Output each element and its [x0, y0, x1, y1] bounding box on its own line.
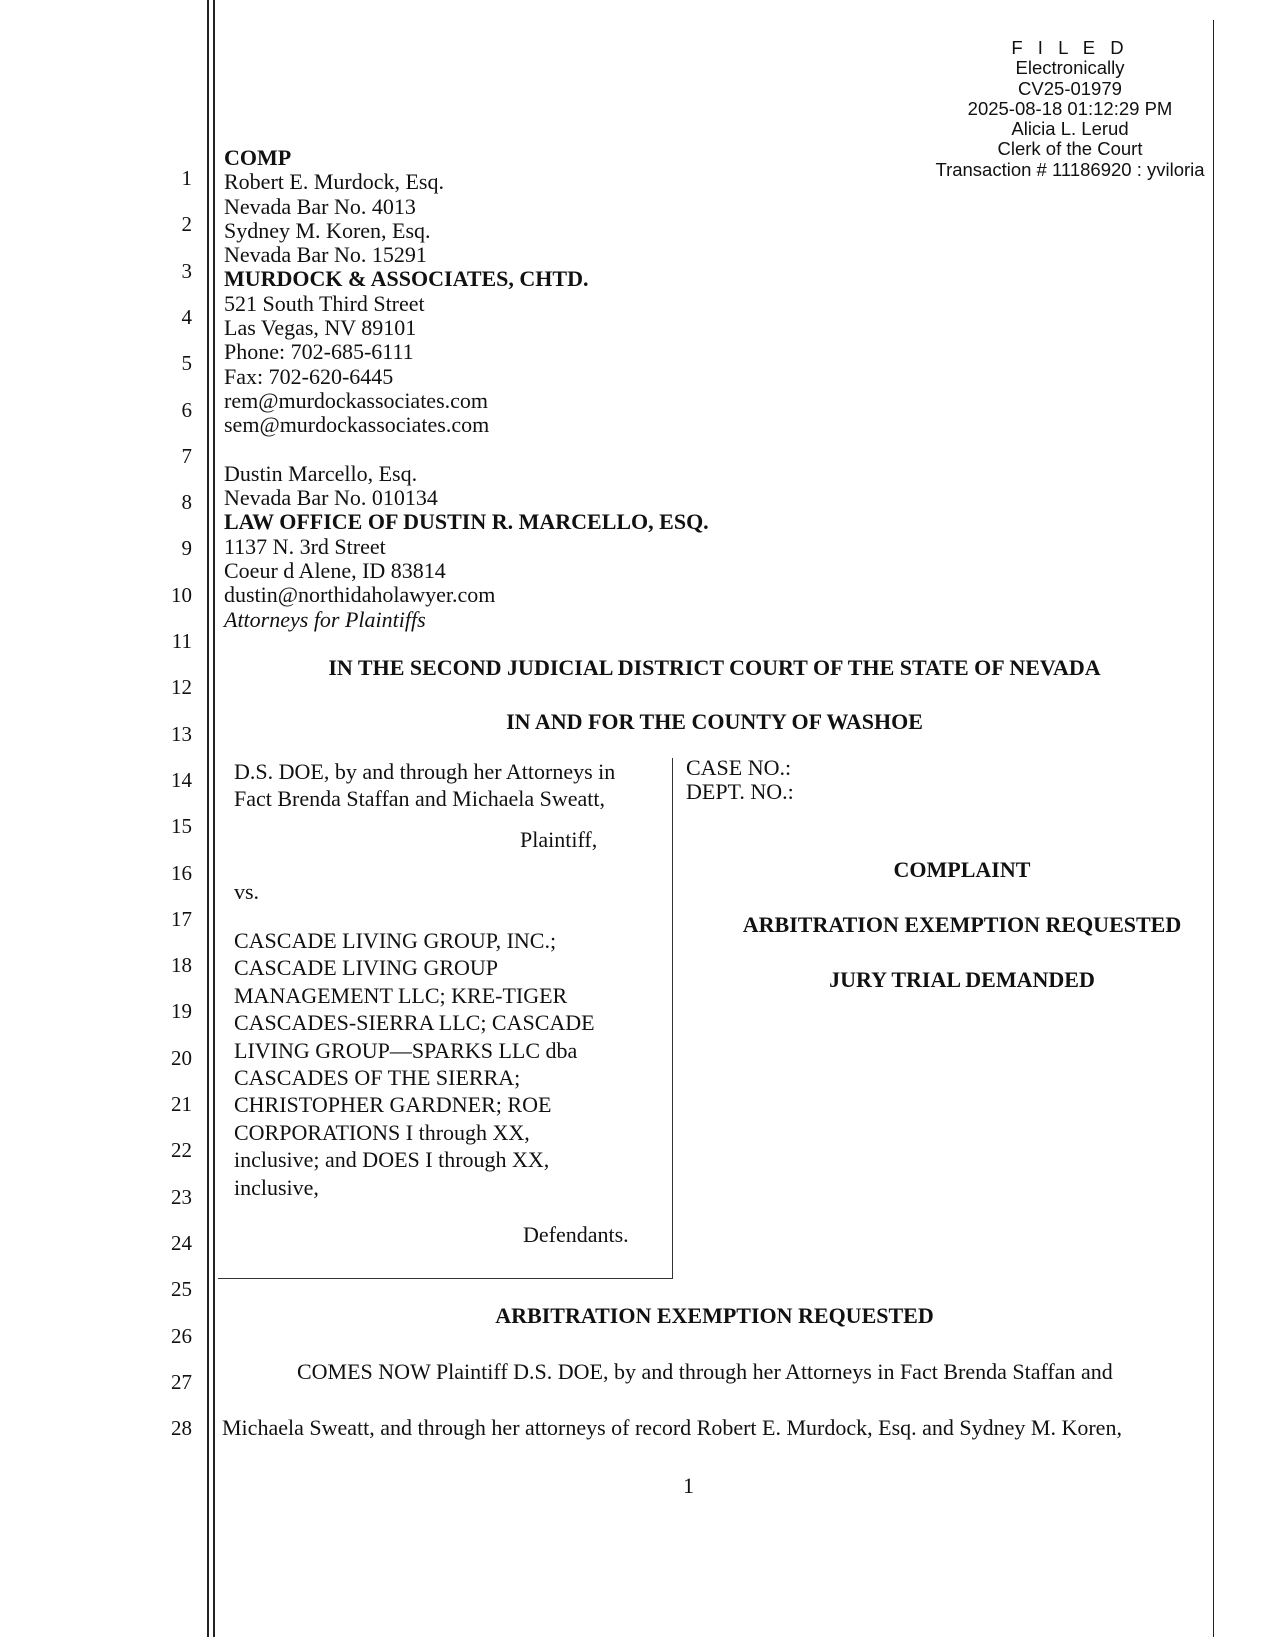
line-number: 22: [171, 1138, 192, 1163]
bar-number: Nevada Bar No. 010134: [224, 485, 438, 511]
city: Coeur d Alene, ID 83814: [224, 558, 446, 584]
line-number: 12: [171, 675, 192, 700]
stamp-line: Clerk of the Court: [997, 138, 1143, 160]
line-number: 21: [171, 1092, 192, 1116]
address: 521 South Third Street: [224, 290, 425, 316]
attorney-header: [224, 146, 709, 632]
defendant-line: CASCADE LIVING GROUP: [234, 955, 499, 981]
body-text-line: COMES NOW Plaintiff D.S. DOE, by and through her Attorneys in Fact Brenda Staffan and: [297, 1359, 1113, 1384]
line-number: 20: [171, 1045, 192, 1070]
defendant-label: Defendants.: [523, 1222, 629, 1247]
versus: vs.: [234, 879, 260, 904]
attorney-name: Robert E. Murdock, Esq.: [224, 169, 444, 195]
caption-bottom-rule: [218, 1278, 673, 1279]
email: dustin@northidaholawyer.com: [224, 582, 496, 608]
defendant-line: CASCADE LIVING GROUP, INC.;: [234, 928, 557, 953]
line-number: 6: [181, 397, 192, 422]
margin-rule-left-outer: [207, 0, 209, 1637]
attorney-role: Attorneys for Plaintiffs: [224, 606, 426, 632]
defendant-line: MANAGEMENT LLC; KRE-TIGER: [234, 982, 568, 1008]
stamp-line: F I L E D: [1011, 37, 1129, 58]
defendant-line: CASCADES OF THE SIERRA;: [234, 1064, 521, 1090]
arbitration-notice: ARBITRATION EXEMPTION REQUESTED: [742, 912, 1182, 937]
filed-stamp: [900, 38, 1240, 180]
defendant-block: [234, 927, 595, 1201]
address: 1137 N. 3rd Street: [224, 533, 386, 559]
document-title: COMPLAINT: [893, 857, 1031, 882]
line-number: 17: [171, 906, 192, 931]
city: Las Vegas, NV 89101: [224, 315, 417, 341]
line-number: 7: [181, 443, 192, 468]
line-number: 4: [181, 304, 192, 329]
section-heading: ARBITRATION EXEMPTION REQUESTED: [495, 1303, 934, 1328]
defendant-line: LIVING GROUP—SPARKS LLC dba: [234, 1037, 578, 1063]
defendant-line: inclusive; and DOES I through XX,: [234, 1147, 550, 1173]
line-number: 3: [181, 258, 192, 283]
line-number: 13: [171, 721, 192, 746]
line-number: 23: [171, 1184, 192, 1209]
plaintiff-label: Plaintiff,: [520, 827, 598, 852]
attorney-name: Sydney M. Koren, Esq.: [224, 217, 431, 243]
line-number: 10: [171, 582, 192, 607]
plaintiff-line: Fact Brenda Staffan and Michaela Sweatt,: [234, 786, 606, 812]
line-number: 19: [171, 999, 192, 1024]
jury-demand: JURY TRIAL DEMANDED: [829, 967, 1095, 992]
bar-number: Nevada Bar No. 4013: [224, 193, 416, 219]
line-number: 26: [171, 1323, 192, 1348]
line-number: 16: [171, 860, 192, 885]
line-number: 15: [171, 814, 192, 839]
court-county: IN AND FOR THE COUNTY OF WASHOE: [506, 709, 923, 734]
email: sem@murdockassociates.com: [224, 412, 490, 438]
margin-rule-right: [1213, 20, 1214, 1637]
stamp-line: Electronically: [1015, 57, 1125, 79]
page-number: 1: [683, 1473, 694, 1498]
defendant-line: CHRISTOPHER GARDNER; ROE: [234, 1092, 552, 1118]
line-number: 5: [181, 351, 192, 376]
line-number: 2: [181, 212, 192, 237]
body-text-line: Michaela Sweatt, and through her attorneys of record Robert E. Murdock, Esq. and Sydney M. Koren,: [222, 1415, 1122, 1440]
line-number: 28: [171, 1416, 192, 1441]
plaintiff-line: D.S. DOE, by and through her Attorneys in: [234, 759, 616, 784]
line-number: 25: [171, 1277, 192, 1302]
line-number: 1: [181, 166, 192, 190]
plaintiff-block: [234, 758, 615, 813]
bar-number: Nevada Bar No. 15291: [224, 242, 427, 268]
line-number: 11: [171, 629, 192, 653]
fax: Fax: 702-620-6445: [224, 363, 394, 389]
firm-name: MURDOCK & ASSOCIATES, CHTD.: [224, 266, 589, 292]
line-number: 24: [171, 1230, 192, 1255]
doc-code: COMP: [224, 145, 292, 170]
dept-number-label: DEPT. NO.:: [686, 779, 794, 804]
caption-divider: [672, 758, 673, 1279]
court-name: IN THE SECOND JUDICIAL DISTRICT COURT OF THE STATE OF NEVADA: [328, 655, 1101, 680]
stamp-line: CV25-01979: [1018, 77, 1122, 99]
phone: Phone: 702-685-6111: [224, 339, 414, 365]
case-number-label: CASE NO.:: [686, 755, 792, 780]
stamp-line: 2025-08-18 01:12:29 PM: [967, 97, 1173, 119]
stamp-line: Transaction # 11186920 : yviloria: [935, 158, 1205, 180]
line-number: 18: [171, 953, 192, 978]
defendant-line: inclusive,: [234, 1174, 319, 1200]
defendant-line: CORPORATIONS I through XX,: [234, 1119, 530, 1145]
line-number: 9: [181, 536, 192, 561]
firm-name: LAW OFFICE OF DUSTIN R. MARCELLO, ESQ.: [224, 509, 709, 535]
email: rem@murdockassociates.com: [224, 387, 489, 413]
line-number: 14: [171, 767, 192, 792]
line-number: 8: [181, 490, 192, 515]
defendant-line: CASCADES-SIERRA LLC; CASCADE: [234, 1010, 595, 1036]
attorney-name: Dustin Marcello, Esq.: [224, 460, 418, 486]
line-number: 27: [171, 1369, 192, 1394]
margin-rule-left-inner: [213, 0, 215, 1637]
stamp-line: Alicia L. Lerud: [1011, 118, 1129, 140]
